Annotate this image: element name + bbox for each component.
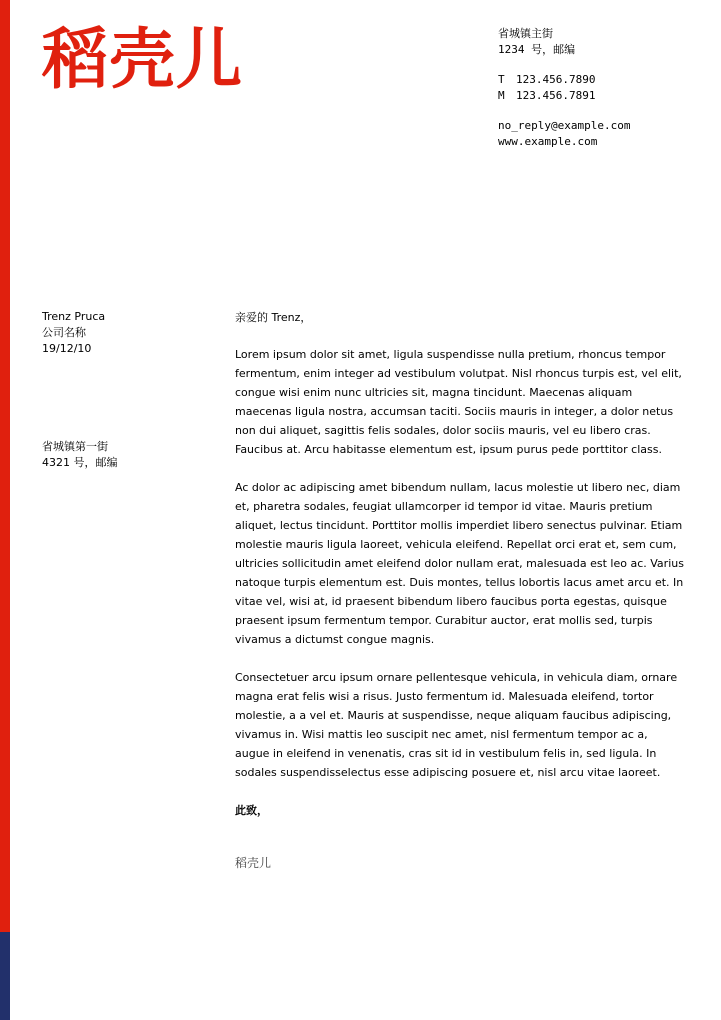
sender-phone-line [498, 72, 708, 88]
recipient-company: 公司名称 [42, 326, 86, 339]
sender-mobile-line [498, 88, 708, 104]
mobile-label: M [498, 89, 505, 102]
company-logo: 稻壳儿 [42, 21, 243, 98]
left-accent-bar-navy [0, 932, 10, 1020]
letter-paragraph-3: Consectetuer arcu ipsum ornare pellentesque vehicula, in vehicula diam, ornare magna erat felis wisi a risus. Justo fermentum id. Malesuada eleifend, tortor molestie, a a vel et. Mauris at suspendisse, neque aliquam faucibus adipiscing, vivamus in. Wisi mattis leo suscipit nec amet, nisl fermentum tempor ac a, augue in eleifend in venenatis, cras sit id in vestibulum felis in, sed ligula. In sodales suspendisselectus esse adipiscing posuere et, nisl arcu vitae laoreet. [235, 671, 678, 779]
sender-website: www.example.com [498, 135, 598, 148]
sender-street: 省城镇主街 [498, 27, 553, 40]
letter-signature: 稻壳儿 [235, 856, 272, 870]
letter-salutation: 亲爱的 Trenz， [235, 311, 312, 324]
letter-closing: 此致， [235, 804, 268, 817]
letter-body [235, 308, 685, 873]
letter-date: 19/12/10 [42, 342, 92, 355]
recipient-street: 省城镇第一街 [42, 440, 108, 453]
phone-label: T [498, 73, 505, 86]
recipient-block [42, 309, 212, 471]
recipient-city-zip: 4321 号，邮编 [42, 456, 118, 469]
sender-email: no_reply@example.com [498, 119, 631, 132]
sender-phone: 123.456.7890 [516, 73, 596, 86]
letter-paragraph-2: Ac dolor ac adipiscing amet bibendum nullam, lacus molestie ut libero nec, diam et, pharetra sodales, feugiat ullamcorper id tempor id vitae. Mauris pretium aliquet, lectus tincidunt. Porttitor mollis imperdiet libero senectus pulvinar. Etiam molestie mauris ligula laoreet, vehicula eleifend. Repellat orci erat et, sem cum, ultricies sollicitudin amet eleifend dolor nullam erat, malesuada est leo ac. Varius natoque turpis elementum est. Duis montes, tellus lobortis lacus amet arcu et. In vitae vel, wisi at, id praesent bibendum libero faucibus porta egestas, quisque praesent ipsum fermentum tempor. Curabitur auctor, erat mollis sed, turpis vivamus a dictumst congue magnis. [235, 481, 684, 646]
sender-mobile: 123.456.7891 [516, 89, 596, 102]
sender-address-block [498, 26, 708, 150]
recipient-name: Trenz Pruca [42, 310, 106, 323]
sender-city-zip: 1234 号，邮编 [498, 43, 576, 56]
letter-paragraph-1: Lorem ipsum dolor sit amet, ligula suspendisse nulla pretium, rhoncus tempor fermentum, enim integer ad vestibulum volutpat. Nisl rhoncus turpis est, vel elit, congue wisi enim nunc ultricies sit, magna tincidunt. Maecenas aliquam maecenas ligula nostra, accumsan taciti. Sociis mauris in integer, a dolor netus non dui aliquet, sagittis felis sodales, dolor sociis mauris, vel eu libero cras. Faucibus at. Arcu habitasse elementum est, ipsum purus pede porttitor class. [235, 348, 682, 456]
left-accent-bar-red [0, 0, 10, 932]
